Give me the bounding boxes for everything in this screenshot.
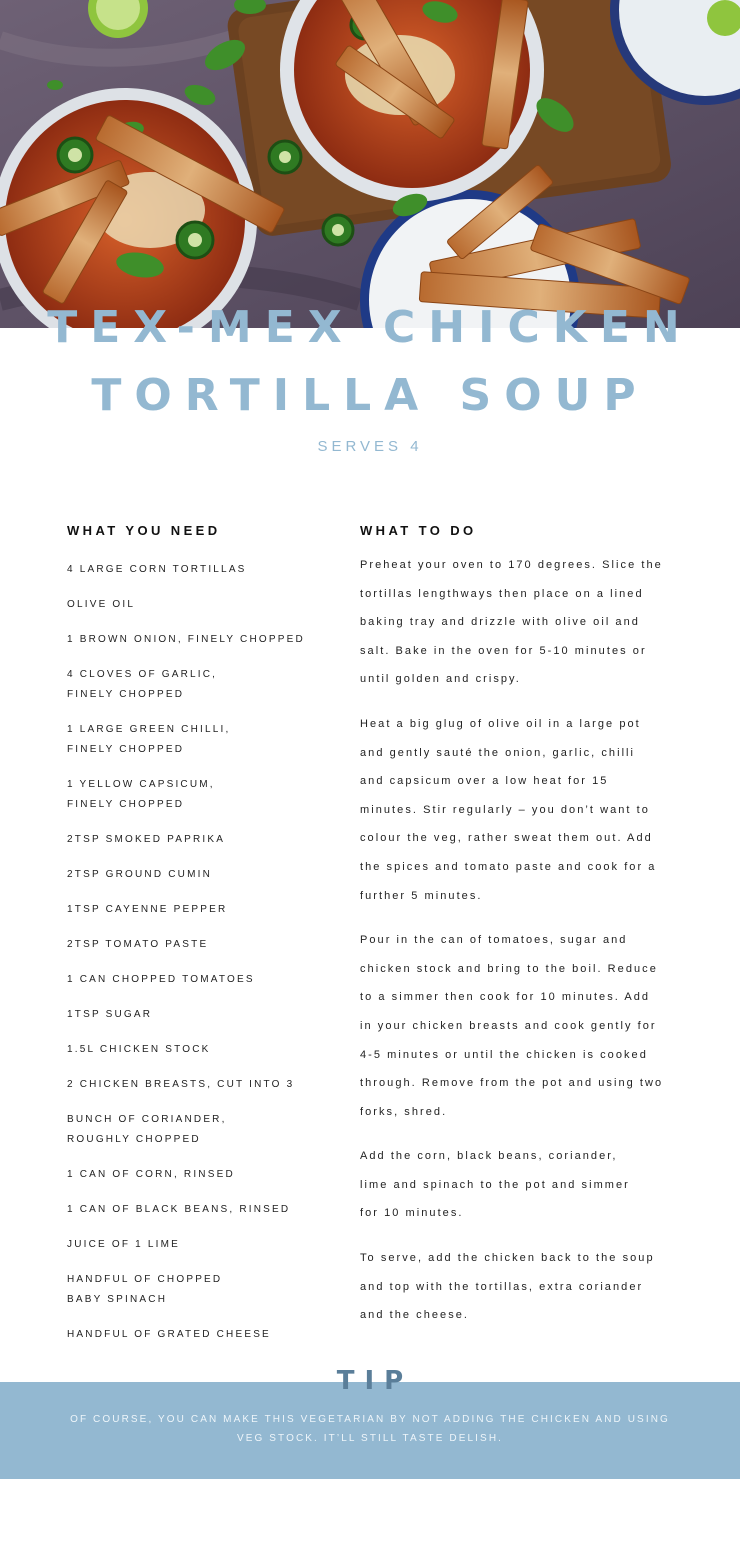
ingredient-item: 2 CHICKEN BREASTS, CUT INTO 3	[67, 1079, 295, 1090]
ingredient-item: BUNCH OF CORIANDER, ROUGHLY CHOPPED	[67, 1114, 227, 1145]
ingredient-item: 1TSP SUGAR	[67, 1009, 153, 1020]
ingredient-item: 1.5L CHICKEN STOCK	[67, 1044, 211, 1055]
ingredient-item: 1 CAN CHOPPED TOMATOES	[67, 974, 255, 985]
recipe-title-line1: TEX-MEX CHICKEN	[47, 302, 693, 353]
method-step: Add the corn, black beans, coriander, lime and spinach to the pot and simmer for 10 minutes.	[360, 1150, 630, 1220]
ingredient-item: 1 CAN OF CORN, RINSED	[67, 1169, 235, 1180]
ingredients-heading: WHAT YOU NEED	[67, 523, 221, 538]
ingredient-item: 1 LARGE GREEN CHILLI, FINELY CHOPPED	[67, 724, 231, 755]
soup-bowls-photo	[0, 0, 740, 328]
ingredient-item: 1TSP CAYENNE PEPPER	[67, 904, 228, 915]
hero-photo	[0, 0, 740, 328]
ingredient-item: 2TSP GROUND CUMIN	[67, 869, 213, 880]
ingredient-item: 4 CLOVES OF GARLIC, FINELY CHOPPED	[67, 669, 218, 700]
method-step: Pour in the can of tomatoes, sugar and chicken stock and bring to the boil. Reduce to a simmer then cook for 10 minutes. Add in your chicken breasts and cook gently for 4-5 minutes or until the chicken is cooked through. Remove from the pot and using two forks, shred.	[360, 934, 664, 1118]
ingredients-list	[67, 560, 337, 1360]
tip-title: TIP	[336, 1366, 414, 1396]
method-step: Preheat your oven to 170 degrees. Slice the tortillas lengthways then place on a lined baking tray and drizzle with olive oil and salt. Bake in the oven for 5-10 minutes or until golden and crispy.	[360, 559, 663, 686]
recipe-title-line2: TORTILLA SOUP	[91, 370, 649, 421]
method-step: Heat a big glug of olive oil in a large pot and gently sauté the onion, garlic, chilli and capsicum over a low heat for 15 minutes. Stir regularly – you don’t want to colour the veg, rather sweat them out. Add the spices and tomato paste and cook for a further 5 minutes.	[360, 717, 657, 902]
method-steps	[360, 551, 710, 1346]
serves-label: SERVES 4	[317, 438, 423, 455]
ingredient-item: 1 YELLOW CAPSICUM, FINELY CHOPPED	[67, 779, 215, 810]
ingredient-item: 1 CAN OF BLACK BEANS, RINSED	[67, 1204, 291, 1215]
ingredient-item: JUICE OF 1 LIME	[67, 1239, 181, 1250]
ingredient-item: 4 LARGE CORN TORTILLAS	[67, 564, 247, 575]
ingredient-item: HANDFUL OF GRATED CHEESE	[67, 1329, 271, 1340]
tip-text: OF COURSE, YOU CAN MAKE THIS VEGETARIAN BY NOT ADDING THE CHICKEN AND USING VEG STOCK. IT’LL STILL TASTE DELISH.	[70, 1414, 670, 1444]
method-step: To serve, add the chicken back to the soup and top with the tortillas, extra coriander and the cheese.	[360, 1252, 655, 1322]
ingredient-item: HANDFUL OF CHOPPED BABY SPINACH	[67, 1274, 223, 1305]
ingredient-item: OLIVE OIL	[67, 599, 136, 610]
method-heading: WHAT TO DO	[360, 523, 477, 538]
ingredient-item: 2TSP SMOKED PAPRIKA	[67, 834, 226, 845]
ingredient-item: 1 BROWN ONION, FINELY CHOPPED	[67, 634, 305, 645]
ingredient-item: 2TSP TOMATO PASTE	[67, 939, 209, 950]
